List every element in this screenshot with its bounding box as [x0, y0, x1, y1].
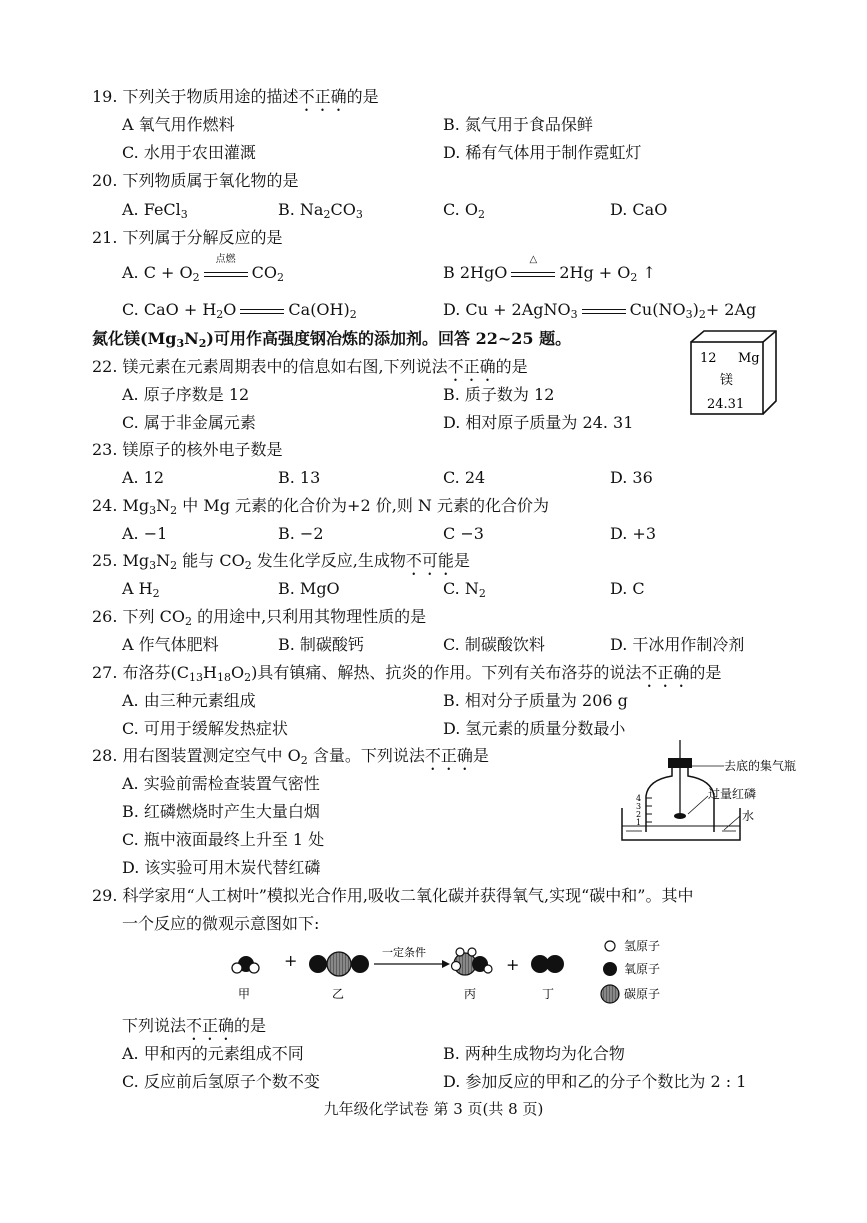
molecule-yi [309, 952, 369, 976]
reaction-condition: 一定条件 [382, 946, 426, 959]
q23-option-a: A. 12 [122, 468, 165, 487]
molecule-jia [232, 956, 259, 973]
q21-option-c: C. CaO + $H_2O$ $Ca(OH)_2$ [122, 300, 357, 321]
q20-option-c: C. $O_2$ [443, 200, 485, 221]
molecule-ding [531, 955, 564, 973]
q27-option-c: C. 可用于缓解发热症状 [122, 719, 288, 738]
q21-stem: 21. 下列属于分解反应的是 [92, 228, 283, 247]
label-yi: 乙 [332, 987, 345, 1001]
legend-hydrogen: 氢原子 [624, 939, 661, 953]
q29-option-a: A. 甲和丙的元素组成不同 [122, 1044, 304, 1063]
q28-option-d: D. 该实验可用木炭代替红磷 [122, 858, 321, 877]
q29-option-c: C. 反应前后氢原子个数不变 [122, 1072, 320, 1091]
q19-option-b: B. 氮气用于食品保鲜 [443, 115, 593, 134]
q25-option-b: B. MgO [278, 579, 340, 598]
element-card [688, 328, 780, 418]
q29-stem-line2: 一个反应的微观示意图如下: [122, 914, 320, 933]
q22-option-b: B. 质子数为 12 [443, 385, 555, 404]
q20-option-b: B. $Na_2CO_3$ [278, 200, 363, 221]
equals-sign [582, 304, 626, 318]
q25-option-d: D. C [610, 579, 645, 598]
scale-mark-2: 2 [636, 810, 642, 819]
q27-option-a: A. 由三种元素组成 [122, 691, 256, 710]
q23-option-d: D. 36 [610, 468, 653, 487]
q23-option-b: B. 13 [278, 468, 321, 487]
q26-stem: 26. 下列 $CO_2$ 的用途中,只利用其物理性质的是 [92, 607, 427, 628]
q26-option-b: B. 制碳酸钙 [278, 635, 364, 654]
q28-stem: 28. 用右图装置测定空气中 $O_2$ 含量。下列说法不正确是 [92, 746, 489, 767]
q26-option-a: A 作气体肥料 [122, 635, 219, 654]
q21-option-a: A. $C + O_2$ 点燃 $CO_2$ [122, 253, 285, 284]
molecule-bing [452, 948, 493, 975]
q27-stem: 27. 布洛芬$(C_{13}H_{18}O_2)$具有镇痛、解热、抗炎的作用。下列有关布洛芬的说法不正确的是 [92, 663, 722, 684]
q27-option-d: D. 氢元素的质量分数最小 [443, 719, 626, 738]
q22-option-a: A. 原子序数是 12 [122, 385, 250, 404]
q25-option-a: A $H_2$ [122, 579, 160, 600]
q20-stem: 20. 下列物质属于氧化物的是 [92, 171, 299, 190]
q24-stem: 24. $Mg_3N_2$ 中 Mg 元素的化合价为+2 价,则 N 元素的化合价为 [92, 496, 549, 517]
q21-option-d: D. Cu + 2AgNO$_3$ $Cu(NO_3)_2+ 2Ag$ [443, 300, 757, 321]
q24-option-b: B. −2 [278, 524, 324, 543]
label-bottle: 去底的集气瓶 [724, 759, 797, 773]
element-mass: 24.31 [707, 397, 745, 412]
q23-stem: 23. 镁原子的核外电子数是 [92, 440, 283, 459]
label-phosphorus: 过量红磷 [708, 787, 757, 801]
page-footer: 九年级化学试卷 第 3 页(共 8 页) [323, 1100, 544, 1118]
element-number: 12 [700, 351, 717, 366]
q25-stem: 25. $Mg_3N_2$ 能与 $CO_2$ 发生化学反应,生成物不可能是 [92, 551, 470, 572]
q28-option-b: B. 红磷燃烧时产生大量白烟 [122, 802, 320, 821]
q29-stem-line1: 29. 科学家用“人工树叶”模拟光合作用,吸收二氧化碳并获得氧气,实现“碳中和”。其中 [92, 886, 694, 905]
q26-option-d: D. 干冰用作制冷剂 [610, 635, 745, 654]
q19-option-c: C. 水用于农田灌溉 [122, 143, 256, 162]
q29-question: 下列说法不正确的是 [122, 1016, 267, 1035]
q28-option-c: C. 瓶中液面最终上升至 1 处 [122, 830, 325, 849]
q24-option-d: D. +3 [610, 524, 657, 543]
q20-option-a: A. FeCl$_3$ [122, 200, 188, 221]
q23-option-c: C. 24 [443, 468, 486, 487]
q29-option-b: B. 两种生成物均为化合物 [443, 1044, 625, 1063]
reaction-arrow [374, 960, 450, 968]
label-bing: 丙 [464, 987, 477, 1001]
q28-option-a: A. 实验前需检查装置气密性 [122, 774, 320, 793]
q24-option-c: C −3 [443, 524, 484, 543]
legend [601, 939, 660, 1003]
scale-mark-3: 3 [636, 802, 642, 811]
q25-option-c: C. $N_2$ [443, 579, 486, 600]
q26-option-c: C. 制碳酸饮料 [443, 635, 545, 654]
q22-stem: 22. 镁元素在元素周期表中的信息如右图,下列说法不正确的是 [92, 357, 528, 376]
q22-option-d: D. 相对原子质量为 24. 31 [443, 413, 634, 432]
plus-sign: + [284, 951, 298, 970]
q20-option-d: D. CaO [610, 200, 668, 219]
element-name: 镁 [720, 373, 734, 388]
legend-oxygen: 氧原子 [624, 962, 661, 976]
q19-option-a: A 氧气用作燃料 [122, 115, 235, 134]
element-symbol: Mg [738, 351, 760, 366]
q21-option-b: B 2HgO △ $2Hg + O_2$ ↑ [443, 253, 656, 284]
q27-option-b: B. 相对分子质量为 206 g [443, 691, 628, 710]
label-jia: 甲 [238, 987, 251, 1001]
section-intro: 氮化镁$(Mg_3N_2)$可用作高强度钢冶炼的添加剂。回答 22~25 题。 [92, 329, 572, 350]
equals-sign [240, 304, 284, 318]
plus-sign-2: + [506, 955, 520, 974]
legend-carbon: 碳原子 [624, 987, 661, 1001]
label-ding: 丁 [542, 987, 555, 1001]
q24-option-a: A. −1 [122, 524, 168, 543]
scale-mark-1: 1 [636, 818, 642, 827]
q22-option-c: C. 属于非金属元素 [122, 413, 256, 432]
apparatus-figure [612, 736, 797, 844]
q19-option-d: D. 稀有气体用于制作霓虹灯 [443, 143, 642, 162]
reaction-condition: 点燃 [204, 267, 248, 281]
label-water: 水 [742, 809, 755, 823]
reaction-diagram [222, 938, 682, 1008]
reaction-condition: △ [511, 267, 555, 281]
scale-mark-4: 4 [636, 794, 642, 803]
q29-option-d: D. 参加反应的甲和乙的分子个数比为 2 : 1 [443, 1072, 747, 1091]
q19-stem: 19. 下列关于物质用途的描述不正确的是 [92, 87, 379, 106]
